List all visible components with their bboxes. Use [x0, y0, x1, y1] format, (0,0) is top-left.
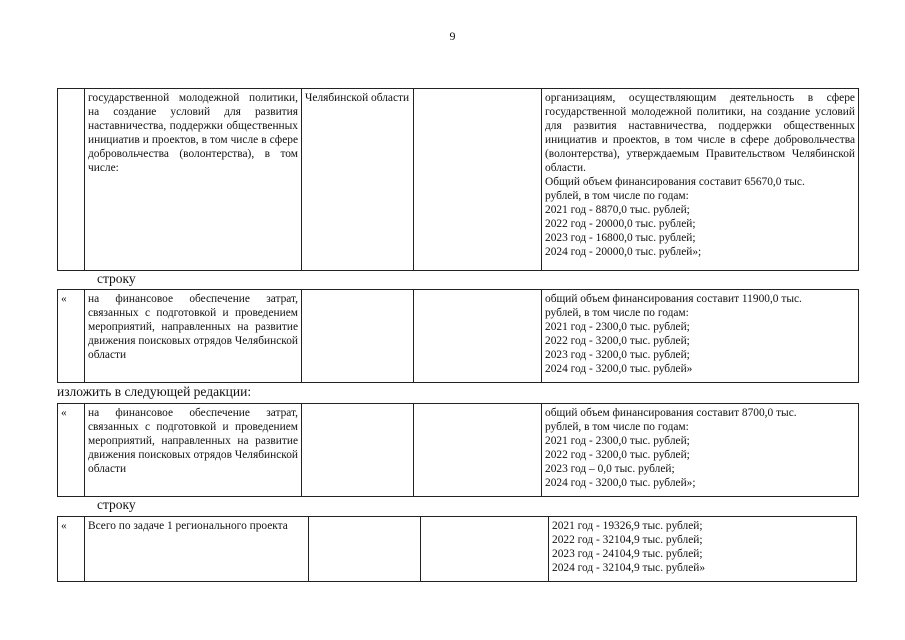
table-block-1 — [57, 88, 859, 271]
financing-line: 2021 год - 8870,0 тыс. рублей; — [545, 204, 690, 216]
cell-empty — [302, 290, 414, 383]
opening-quote: « — [58, 404, 85, 497]
financing-line: 2024 год - 20000,0 тыс. рублей»; — [545, 246, 702, 258]
table-block-3 — [57, 403, 859, 497]
cell-financing — [542, 89, 859, 271]
cell-empty — [309, 517, 421, 582]
table-block-4 — [57, 516, 857, 582]
financing-lines — [545, 406, 855, 490]
financing-line: Общий объем финансирования составит 65670,0 тыс. — [545, 176, 805, 188]
cell-responsible: Челябинской области — [302, 89, 414, 271]
financing-lines — [552, 519, 853, 575]
cell-empty — [302, 404, 414, 497]
financing-line: 2024 год - 32104,9 тыс. рублей» — [552, 562, 706, 574]
cell-event-description: государственной молодежной политики, на создание условий для развития наставничества, поддержки общественных инициатив и проектов, в том числе в сфере добровольчества (волонтерства), в том числе: — [85, 89, 302, 271]
financing-line: 2023 год – 0,0 тыс. рублей; — [545, 463, 675, 475]
financing-line: 2021 год - 19326,9 тыс. рублей; — [552, 520, 703, 532]
financing-lines — [545, 175, 855, 259]
opening-quote: « — [58, 290, 85, 383]
financing-line: рублей, в том числе по годам: — [545, 307, 689, 319]
financing-line: 2023 год - 24104,9 тыс. рублей; — [552, 548, 703, 560]
financing-line: 2023 год - 16800,0 тыс. рублей; — [545, 232, 696, 244]
financing-line: рублей, в том числе по годам: — [545, 190, 689, 202]
cell-event-description: на финансовое обеспечение затрат, связанных с подготовкой и проведением мероприятий, направленных на развитие движения поисковых отрядов Челябинской области — [85, 290, 302, 383]
financing-lines — [545, 292, 855, 376]
financing-line: 2024 год - 3200,0 тыс. рублей» — [545, 363, 693, 375]
cell-marker — [58, 89, 85, 271]
label-stroku: строку — [97, 497, 136, 512]
financing-line: 2021 год - 2300,0 тыс. рублей; — [545, 321, 690, 333]
cell-empty — [421, 517, 549, 582]
financing-line: 2022 год - 32104,9 тыс. рублей; — [552, 534, 703, 546]
financing-line: общий объем финансирования составит 11900,0 тыс. — [545, 293, 802, 305]
opening-quote: « — [58, 517, 85, 582]
cell-financing — [542, 404, 859, 497]
cell-financing — [549, 517, 857, 582]
label-stroku: строку — [97, 271, 136, 286]
table-block-2 — [57, 289, 859, 383]
financing-line: 2022 год - 3200,0 тыс. рублей; — [545, 335, 690, 347]
financing-line: общий объем финансирования составит 8700,0 тыс. — [545, 407, 797, 419]
cell-empty — [414, 89, 542, 271]
cell-empty — [414, 404, 542, 497]
cell-empty — [414, 290, 542, 383]
financing-line: 2021 год - 2300,0 тыс. рублей; — [545, 435, 690, 447]
cell-event-description: на финансовое обеспечение затрат, связанных с подготовкой и проведением мероприятий, направленных на развитие движения поисковых отрядов Челябинской области — [85, 404, 302, 497]
cell-event-description: Всего по задаче 1 регионального проекта — [85, 517, 309, 582]
financing-line: 2024 год - 3200,0 тыс. рублей»; — [545, 477, 696, 489]
financing-line: 2023 год - 3200,0 тыс. рублей; — [545, 349, 690, 361]
page-number: 9 — [449, 29, 456, 43]
financing-line: рублей, в том числе по годам: — [545, 421, 689, 433]
financing-description: организациям, осуществляющим деятельность в сфере государственной молодежной политики, на создание условий для развития наставничества, поддержки общественных инициатив и проектов, в том числе в сфере добровольчества (волонтерства), утверждаемым Правительством Челябинской области. — [545, 92, 855, 174]
financing-line: 2022 год - 20000,0 тыс. рублей; — [545, 218, 696, 230]
label-edit-instruction: изложить в следующей редакции: — [57, 384, 252, 399]
financing-line: 2022 год - 3200,0 тыс. рублей; — [545, 449, 690, 461]
cell-financing — [542, 290, 859, 383]
